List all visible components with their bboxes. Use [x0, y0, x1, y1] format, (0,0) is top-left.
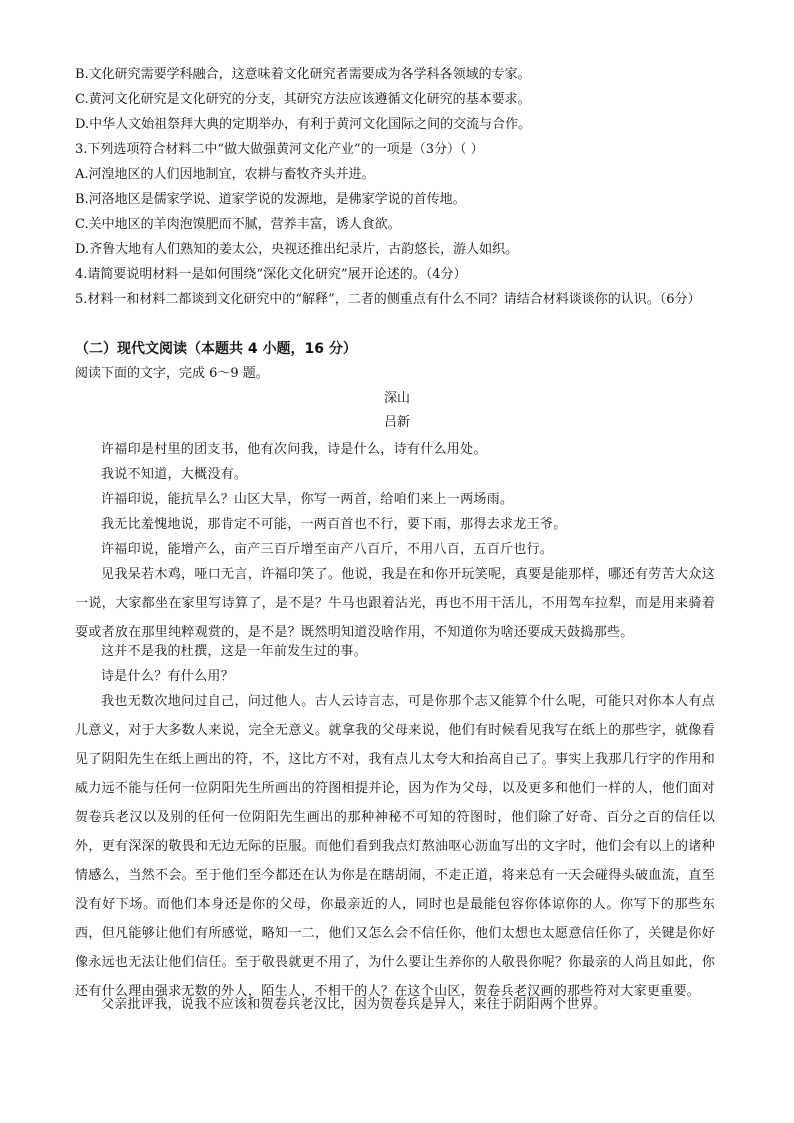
option-d-q2: D.中华人文始祖祭拜大典的定期举办，有利于黄河文化国际之间的交流与合作。 [75, 117, 532, 132]
question-3: 3.下列选项符合材料二中“做大做强黄河文化产业”的一项是（3分）（ ） [75, 142, 484, 157]
option-c-q3: C.关中地区的羊肉泡馍肥而不腻，营养丰富，诱人食欲。 [75, 217, 401, 232]
section-heading: （二）现代文阅读（本题共 4 小题，16 分） [75, 341, 357, 357]
question-4: 4.请简要说明材料一是如何围绕“深化文化研究”展开论述的。（4分） [75, 267, 467, 282]
option-b-q3: B.河洛地区是儒家学说、道家学说的发源地，是佛家学说的首传地。 [75, 192, 466, 207]
story-paragraph: 许福印说，能增产么，亩产三百斤增至亩产八百斤，不用八百，五百斤也行。 [101, 542, 554, 557]
story-paragraph: 我无比羞愧地说，那肯定不可能，一两百首也不行，要下雨，那得去求龙王爷。 [101, 517, 567, 532]
option-c-q2: C.黄河文化研究是文化研究的分支，其研究方法应该遵循文化研究的基本要求。 [75, 92, 531, 107]
story-paragraph: 这并不是我的杜撰，这是一年前发生过的事。 [101, 644, 368, 659]
option-d-q3: D.齐鲁大地有人们熟知的姜太公，央视还推出纪录片，古韵悠长，游人如织。 [75, 242, 519, 257]
reading-instruction: 阅读下面的文字，完成 6～9 题。 [75, 366, 269, 381]
story-paragraph: 许福印说，能抗旱么？山区大旱，你写一两首，给咱们来上一两场雨。 [101, 492, 514, 507]
story-paragraph: 见我呆若木鸡，哑口无言，许福印笑了。他说，我是在和你开玩笑呢，真要是能那样，哪还有劳苦大众这一说，大家都坐在家里写诗算了，是不是？牛马也跟着沾光，再也不用干活儿，不用驾车拉犁，而是用来骑着耍或者放在那里纯粹观赏的，是不是？既然明知道没啥作用，不知道你为啥还要成天鼓捣那些。 [75, 567, 715, 640]
story-paragraph: 我也无数次地问过自己，问过他人。古人云诗言志，可是你那个志又能算个什么呢，可能只对你本人有点儿意义，对于大多数人来说，完全无意义。就拿我的父母来说，他们有时候看见我写在纸上的那些字，就像看见了阴阳先生在纸上画出的符，不，这比方不对，我有点儿太夸大和抬高自己了。事实上我那几行字的作用和威力远不能与任何一位阴阳先生所画出的符图相提并论，因为作为父母，以及更多和他们一样的人，他们面对贺卷兵老汉以及别的任何一位阴阳先生画出的那种神秘不可知的符图时，他们除了好奇、百分之百的信任以外，更有深深的敬畏和无边无际的臣服。而他们看到我点灯熬油呕心沥血写出的文字时，他们会有以上的诸种情感么，当然不会。至于他们至今都还在认为你是在瞎胡闹，不走正道，将来总有一天会碰得头破血流，直至没有好下场。而他们本身还是你的父母，你最亲近的人，同时也是最能包容你体谅你的人。你写下的那些东西，但凡能够让他们有所感觉，略知一二，他们又怎么会不信任你，他们太想也太愿意信任你了，关键是你好像永远也无法让他们信任。至于敬畏就更不用了，为什么要让生养你的人敬畏你呢？你最亲的人尚且如此，你还有什么理由强求无数的外人，陌生人，不相干的人？在这个山区，贺卷兵老汉画的那些符对大家更重要。 [75, 694, 715, 999]
story-title: 深山 [383, 391, 410, 406]
option-b-q2: B.文化研究需要学科融合，这意味着文化研究者需要成为各学科各领域的专家。 [75, 67, 531, 82]
story-paragraph: 许福印是村里的团支书，他有次问我，诗是什么，诗有什么用处。 [101, 442, 487, 457]
story-author: 吕新 [383, 415, 410, 430]
story-paragraph: 父亲批评我，说我不应该和贺卷兵老汉比，因为贺卷兵是异人，来往于阴阳两个世界。 [101, 997, 607, 1012]
story-paragraph: 诗是什么？有什么用？ [101, 669, 235, 684]
story-paragraph: 我说不知道，大概没有。 [101, 467, 248, 482]
option-a-q3: A.河湟地区的人们因地制宜，农耕与畜牧齐头并进。 [75, 167, 375, 182]
question-5: 5.材料一和材料二都谈到文化研究中的“解释”，二者的侧重点有什么不同？请结合材料谈谈你的认识。（6分） [75, 292, 701, 307]
